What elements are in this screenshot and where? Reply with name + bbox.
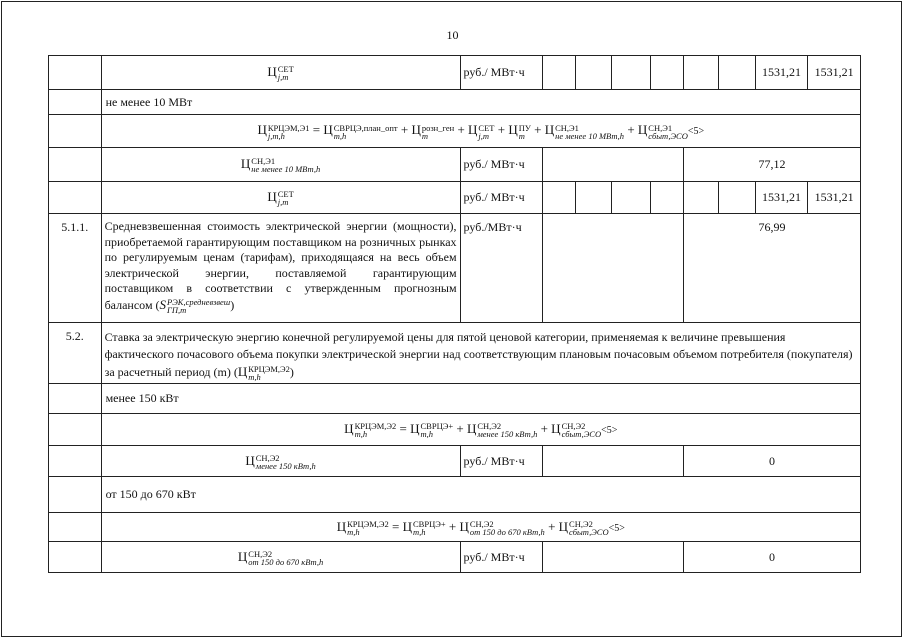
table-row xyxy=(49,542,861,573)
num-cell xyxy=(49,115,102,148)
formula-tset: Ц СЕТ j,m xyxy=(267,188,294,207)
section-label: менее 150 кВт xyxy=(101,384,860,414)
empty-cell xyxy=(612,56,650,90)
empty-cell xyxy=(575,56,611,90)
table-row xyxy=(49,384,861,414)
table-row xyxy=(49,323,861,384)
table-row xyxy=(49,148,861,182)
tariff-table xyxy=(48,55,861,573)
num-cell xyxy=(49,56,102,90)
num-cell xyxy=(49,477,102,513)
num-cell xyxy=(49,384,102,414)
num-cell xyxy=(49,182,102,214)
formula-tset: Ц СЕТ j,m xyxy=(267,63,294,82)
row-number: 5.2. xyxy=(49,323,102,384)
value-cell: 0 xyxy=(683,446,860,477)
symbol-cell xyxy=(101,148,460,182)
empty-cell xyxy=(650,56,683,90)
unit-cell: руб./ МВт·ч xyxy=(460,182,543,214)
table-row xyxy=(49,414,861,446)
unit-cell: руб./ МВт·ч xyxy=(460,446,543,477)
symbol-cell xyxy=(101,182,460,214)
formula-cell xyxy=(101,115,860,148)
value-cell: 76,99 xyxy=(683,214,860,323)
table-row xyxy=(49,115,861,148)
value-cell: 0 xyxy=(683,542,860,573)
table-row xyxy=(49,477,861,513)
value-cell: 1531,21 xyxy=(755,182,808,214)
formula-e1: Ц КРЦЭМ,Э1 j,m,h = Ц СВРЦЭ,план_опт m,h + Ц розн_ген m + Ц СЕТ j,m + Ц ПУ m + Ц СН,Э1 не менее 10 МВт,h + Ц СН,Э1 сбыт,ЭСО <5> xyxy=(257,122,705,141)
table-row xyxy=(49,182,861,214)
formula-cell xyxy=(101,513,860,542)
value-cell: 1531,21 xyxy=(755,56,808,90)
unit-cell: руб./МВт·ч xyxy=(460,214,543,323)
symbol-cell xyxy=(101,56,460,90)
formula-s-gp: S РЭК,средневзвеш ГП,m xyxy=(159,296,231,315)
value-cell: 1531,21 xyxy=(808,56,861,90)
symbol-cell xyxy=(101,542,460,573)
num-cell xyxy=(49,148,102,182)
row-description: Ставка за электрическую энергию конечной регулируемой цены для пятой ценовой категории, применяемая к величине превышения фактического почасового объема покупки электрической энергии над соответствующим плановым почасовым объемом потребителя (покупателя) за расчетный период (m) (Ц КРЦЭМ,Э2 m,h ) xyxy=(101,323,860,384)
unit-cell: руб./ МВт·ч xyxy=(460,148,543,182)
formula-e2-150: Ц КРЦЭМ,Э2 m,h = Ц СВРЦЭ+ m,h + Ц СН,Э2 менее 150 кВт,h + Ц СН,Э2 сбыт,ЭСО <5> xyxy=(344,421,618,440)
formula-cell xyxy=(101,414,860,446)
formula-sn-e2-150: Ц СН,Э2 менее 150 кВт,h xyxy=(245,452,316,471)
num-cell xyxy=(49,542,102,573)
empty-cell xyxy=(575,182,611,214)
table-row xyxy=(49,214,861,323)
empty-cell xyxy=(543,542,684,573)
row-description: Средневзвешенная стоимость электрической энергии (мощности), приобретаемой гарантирующим поставщиком на розничных рынках по регулируемым ценам (тарифам), приходящаяся на весь объем электрической энергии, поставляемой гарантирующим поставщиком в соответствии с утвержденным прогнозным балансом (S РЭК,средневзвеш ГП,m ) xyxy=(101,214,460,323)
formula-sn-e2-670: Ц СН,Э2 от 150 до 670 кВт,h xyxy=(237,548,324,567)
value-cell: 77,12 xyxy=(683,148,860,182)
table-row xyxy=(49,90,861,115)
empty-cell xyxy=(543,446,684,477)
empty-cell xyxy=(543,214,684,323)
empty-cell xyxy=(543,182,575,214)
empty-cell xyxy=(719,182,755,214)
empty-cell xyxy=(719,56,755,90)
section-label: от 150 до 670 кВт xyxy=(101,477,860,513)
unit-cell: руб./ МВт·ч xyxy=(460,542,543,573)
empty-cell xyxy=(543,148,684,182)
formula-sn-e1: Ц СН,Э1 не менее 10 МВт,h xyxy=(240,155,321,174)
table-row xyxy=(49,513,861,542)
row-number: 5.1.1. xyxy=(49,214,102,323)
section-label: не менее 10 МВт xyxy=(101,90,860,115)
num-cell xyxy=(49,414,102,446)
num-cell xyxy=(49,446,102,477)
empty-cell xyxy=(543,56,575,90)
empty-cell xyxy=(683,56,718,90)
num-cell xyxy=(49,90,102,115)
empty-cell xyxy=(683,182,718,214)
value-cell: 1531,21 xyxy=(808,182,861,214)
empty-cell xyxy=(650,182,683,214)
formula-krcem-e2: Ц КРЦЭМ,Э2 m,h xyxy=(237,364,290,383)
num-cell xyxy=(49,513,102,542)
empty-cell xyxy=(612,182,650,214)
page-number: 10 xyxy=(446,28,459,42)
formula-e2-670: Ц КРЦЭМ,Э2 m,h = Ц СВРЦЭ+ m,h + Ц СН,Э2 от 150 до 670 кВт,h + Ц СН,Э2 сбыт,ЭСО <5> xyxy=(336,518,625,537)
table-row xyxy=(49,56,861,90)
symbol-cell xyxy=(101,446,460,477)
unit-cell: руб./ МВт·ч xyxy=(460,56,543,90)
table-row xyxy=(49,446,861,477)
